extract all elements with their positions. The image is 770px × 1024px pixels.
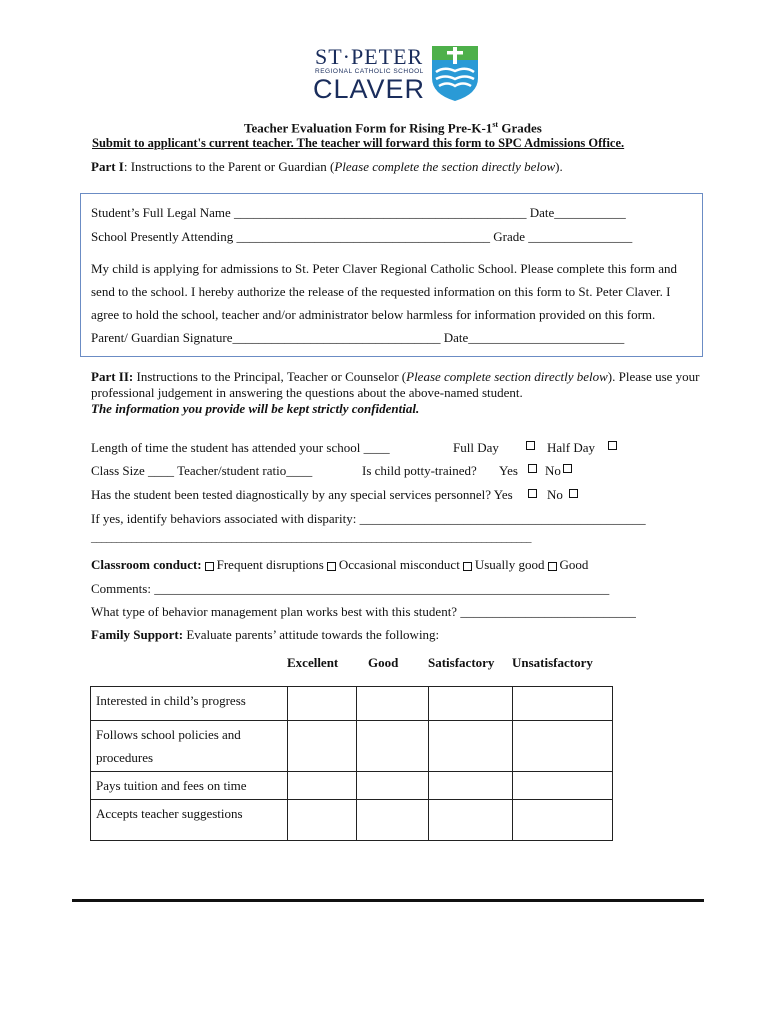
authorization-line1: My child is applying for admissions to St. Peter Claver Regional Catholic School. Please complete this form and [91, 261, 677, 276]
row-label: Pays tuition and fees on time [91, 772, 288, 800]
rating-cell[interactable] [513, 721, 613, 772]
rating-cell[interactable] [513, 772, 613, 800]
rating-cell[interactable] [429, 687, 513, 721]
part2-line2: professional judgement in answering the questions about the above-named student. [91, 385, 523, 400]
part2-instructions: Part II: Instructions to the Principal, Teacher or Counselor (Please complete section directly below). Please use your [91, 369, 700, 384]
rating-cell[interactable] [357, 800, 429, 841]
classroom-conduct-row [91, 557, 588, 573]
tested-no-checkbox[interactable] [569, 489, 578, 498]
table-row [91, 721, 613, 772]
good-checkbox[interactable] [548, 562, 557, 571]
row-label: Accepts teacher suggestions [91, 800, 288, 841]
half-day-label: Half Day [547, 440, 596, 455]
family-support-table [90, 686, 613, 841]
logo-st-peter: ST·PETER [315, 44, 424, 69]
behaviors-disparity-field[interactable]: If yes, identify behaviors associated with disparity: ____________________________________________ [91, 511, 646, 526]
rating-cell[interactable] [513, 687, 613, 721]
shield-cross-icon [430, 44, 480, 102]
potty-yes-label: Yes [499, 463, 518, 478]
authorization-line3: agree to hold the school, teacher and/or administrator below harmless for information provided on this form. [91, 307, 656, 322]
tested-question: Has the student been tested diagnostically by any special services personnel? Yes [91, 487, 513, 502]
row-label: Interested in child’s progress [91, 687, 288, 721]
behaviors-disparity-line2[interactable]: ________________________________________________________________________________________ [91, 532, 531, 544]
table-row [91, 800, 613, 841]
half-day-checkbox[interactable] [608, 441, 617, 450]
guardian-signature-field[interactable]: Parent/ Guardian Signature________________________________ Date________________________ [91, 330, 625, 345]
rating-cell[interactable] [288, 687, 357, 721]
tested-yes-checkbox[interactable] [528, 489, 537, 498]
rating-cell[interactable] [429, 800, 513, 841]
occasional-misconduct-label: Occasional misconduct [338, 557, 460, 572]
usually-good-label: Usually good [474, 557, 545, 572]
full-day-label: Full Day [453, 440, 499, 455]
potty-no-label: No [545, 463, 561, 478]
logo-subtitle: REGIONAL CATHOLIC SCHOOL [315, 68, 424, 75]
row-label: Follows school policies and procedures [91, 721, 288, 772]
length-of-attendance-field[interactable]: Length of time the student has attended your school ____ [91, 440, 390, 455]
school-logo [313, 44, 483, 104]
full-day-checkbox[interactable] [526, 441, 535, 450]
rating-cell[interactable] [513, 800, 613, 841]
footer-divider [72, 899, 704, 902]
frequent-disruptions-label: Frequent disruptions [216, 557, 324, 572]
confidential-note: The information you provide will be kept strictly confidential. [91, 401, 420, 416]
potty-trained-label: Is child potty-trained? [362, 463, 477, 478]
family-support-heading: Family Support: Evaluate parents’ attitude towards the following: [91, 627, 440, 642]
occasional-misconduct-checkbox[interactable] [327, 562, 336, 571]
table-row [91, 687, 613, 721]
student-name-field[interactable]: Student’s Full Legal Name _____________________________________________ Date___________ [91, 205, 626, 220]
rating-cell[interactable] [429, 721, 513, 772]
authorization-line2: send to the school. I hereby authorize the release of the requested information on this form to St. Peter Claver. I [91, 284, 671, 299]
rating-cell[interactable] [288, 772, 357, 800]
rating-cell[interactable] [429, 772, 513, 800]
class-size-field[interactable]: Class Size ____ Teacher/student ratio____ [91, 463, 313, 478]
part1-instructions: Part I: Instructions to the Parent or Guardian (Please complete the section directly below). [91, 159, 563, 174]
submit-instruction: Submit to applicant's current teacher. The teacher will forward this form to SPC Admissions Office. [92, 136, 625, 150]
comments-field[interactable]: Comments: ______________________________________________________________________ [91, 581, 610, 596]
header-unsatisfactory: Unsatisfactory [512, 655, 593, 670]
usually-good-checkbox[interactable] [463, 562, 472, 571]
header-excellent: Excellent [287, 655, 339, 670]
frequent-disruptions-checkbox[interactable] [205, 562, 214, 571]
form-title: Teacher Evaluation Form for Rising Pre-K-1st Grades [244, 120, 542, 136]
rating-cell[interactable] [357, 772, 429, 800]
rating-cell[interactable] [357, 721, 429, 772]
classroom-conduct-label: Classroom conduct: [91, 557, 202, 572]
header-good: Good [368, 655, 399, 670]
logo-claver: CLAVER [313, 74, 426, 104]
potty-no-checkbox[interactable] [563, 464, 572, 473]
rating-cell[interactable] [357, 687, 429, 721]
behavior-plan-field[interactable]: What type of behavior management plan works best with this student? ___________________________ [91, 604, 636, 619]
school-attending-field[interactable]: School Presently Attending _______________________________________ Grade ________________ [91, 229, 633, 244]
rating-cell[interactable] [288, 800, 357, 841]
table-row [91, 772, 613, 800]
rating-cell[interactable] [288, 721, 357, 772]
header-satisfactory: Satisfactory [428, 655, 495, 670]
potty-yes-checkbox[interactable] [528, 464, 537, 473]
tested-no-label: No [547, 487, 563, 502]
good-label: Good [559, 557, 589, 572]
